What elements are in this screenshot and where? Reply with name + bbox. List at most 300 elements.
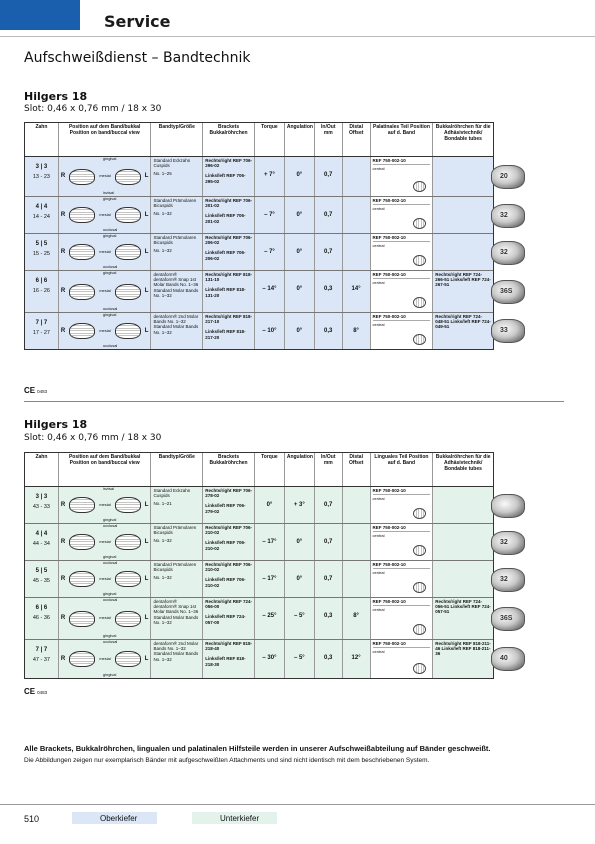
tooth-fdi: 47 - 37 [32, 656, 50, 663]
bukkal-cell [433, 271, 513, 312]
right-marker: R [60, 501, 66, 508]
band-cell [151, 157, 203, 196]
attachment-position: central [372, 322, 385, 328]
distal-offset-value-cell [343, 524, 371, 560]
torque-value: – 7° [264, 212, 275, 218]
position-bottom-label: gingival [102, 517, 117, 523]
position-top-label: inzisal [102, 486, 114, 491]
tooth-outline-icon [115, 207, 141, 223]
position-wrap [61, 272, 149, 311]
attachment-cell [371, 524, 434, 560]
right-marker: R [60, 211, 66, 218]
band-photo-number: 32 [499, 248, 508, 256]
tooth-number: 5 | 5 [35, 241, 48, 247]
position-diagram [59, 271, 152, 312]
distal-offset-value-cell [343, 640, 371, 678]
inout-value: 0,3 [324, 613, 333, 619]
distal-offset-value-cell [343, 561, 371, 597]
tooth-outline-icon [69, 207, 95, 223]
position-top-label: occlusal [102, 560, 118, 565]
bukkal-ref: Rechts/right REF 818-211-46 Links/left REF 818-211-36 [435, 641, 491, 657]
torque-value-cell [255, 598, 285, 639]
attachment-ref: REF 750-002-10 [373, 488, 431, 495]
header-inout: In/Out mm [315, 123, 343, 156]
attachment-ref: REF 750-002-10 [373, 235, 431, 242]
torque-value-cell [255, 561, 285, 597]
attachment-position: central [372, 570, 385, 576]
bukkal-cell [433, 157, 508, 196]
inout-value: 0,7 [324, 212, 333, 218]
distal-offset-value: 14° [351, 286, 361, 292]
header-zahn: Zahn [25, 123, 59, 156]
torque-value: – 7° [264, 249, 275, 255]
attachment-shape-icon [413, 663, 426, 674]
angulation-value: 0° [296, 172, 303, 178]
inout-value: 0,7 [324, 249, 333, 255]
tooth-cell [25, 157, 59, 196]
footer-note: Die Abbildungen zeigen nur exemplarisch Bänder mit aufgeschweißten Attachments und sind nicht identisch mit dem beschriebenen System. [24, 757, 430, 764]
position-diagram [59, 234, 152, 270]
band-type: Standard Prämolaren Bicuspids [153, 235, 197, 246]
table-row [25, 270, 513, 313]
position-bottom-label: occlusal [102, 343, 118, 349]
bracket-ref-left: Links/left REF 706-206-02 [205, 250, 246, 261]
tooth-outline-icon [115, 323, 141, 339]
tooth-fdi: 16 - 26 [32, 287, 50, 294]
band-photo-number: 33 [499, 327, 508, 334]
angulation-value: 0° [296, 576, 303, 582]
band-photo-number: 20 [499, 173, 508, 180]
header-distal: Distal Offset [343, 453, 371, 486]
distal-offset-value-cell [343, 598, 371, 639]
right-marker: R [60, 575, 66, 582]
band-cell [151, 524, 203, 560]
tooth-outline-icon [69, 244, 95, 260]
bracket-ref-cell [203, 524, 255, 560]
band-photo-number: 36S [499, 288, 513, 295]
torque-value-cell [255, 234, 285, 270]
tooth-cell [25, 313, 59, 349]
torque-value-cell [255, 271, 285, 312]
bracket-ref-left: Links/left REF 724-057-00 [205, 614, 246, 625]
torque-value: – 17° [262, 576, 277, 582]
attachment-ref: REF 750-002-10 [373, 314, 431, 321]
tooth-cell [25, 271, 59, 312]
left-marker: L [144, 173, 149, 180]
torque-value-cell [255, 313, 285, 349]
position-top-label: gingival [102, 196, 117, 201]
tooth-cell [25, 524, 59, 560]
bukkal-cell [433, 524, 508, 560]
torque-value: – 17° [262, 539, 277, 545]
attachment-position: central [372, 533, 385, 539]
mesial-label: mesial [99, 655, 111, 661]
position-top-label: gingival [102, 270, 117, 275]
band-photo [491, 494, 525, 518]
header-divider [0, 36, 595, 37]
product-table-lower [24, 452, 513, 679]
attachment-position: central [372, 243, 385, 249]
tooth-outline-icon [69, 169, 95, 185]
inout-value-cell [315, 487, 343, 523]
position-bottom-label: gingival [102, 672, 117, 678]
right-marker: R [60, 538, 66, 545]
header-position: Position auf dem Band/bukkal Position on band/buccal view [59, 453, 152, 486]
tooth-cell [25, 640, 59, 678]
attachment-ref: REF 750-002-10 [373, 272, 431, 279]
tooth-number: 3 | 3 [35, 494, 48, 500]
torque-value: 0° [266, 502, 273, 508]
attachment-ref: REF 750-002-10 [373, 198, 431, 205]
inout-value-cell [315, 197, 343, 233]
band-type: Standard Prämolaren Bicuspids [153, 198, 197, 209]
position-diagram [59, 197, 152, 233]
band-size: No. 1–32 [153, 538, 172, 544]
torque-value: – 30° [262, 655, 277, 661]
tooth-outline-icon [115, 651, 141, 667]
table-row [25, 597, 513, 640]
bukkal-cell [433, 561, 508, 597]
mesial-label: mesial [99, 327, 111, 333]
attachment-shape-icon [413, 582, 426, 593]
angulation-value: 0° [296, 539, 303, 545]
bracket-ref-right: Rechts/right REF 706-210-02 [205, 525, 252, 536]
bracket-ref-cell [203, 598, 255, 639]
bracket-ref-left: Links/left REF 818-218-30 [205, 656, 246, 667]
product-table-upper [24, 122, 513, 350]
page-section-title: Service [104, 12, 171, 31]
bracket-ref-right: Rechts/right REF 706-201-02 [205, 198, 252, 209]
mesial-label: mesial [99, 538, 111, 544]
attachment-shape-icon [413, 255, 426, 266]
mesial-label: mesial [99, 501, 111, 507]
band-type: Standard Prämolaren Bicuspids [153, 525, 197, 536]
bracket-ref-cell [203, 640, 255, 678]
tooth-outline-icon [69, 651, 95, 667]
angulation-value: + 3° [293, 502, 305, 508]
inout-value: 0,3 [324, 655, 333, 661]
header-distal: Distal Offset [343, 123, 371, 156]
tooth-number: 7 | 7 [35, 647, 48, 653]
inout-value: 0,3 [324, 328, 333, 334]
bukkal-cell [433, 234, 508, 270]
bukkal-cell [433, 598, 513, 639]
position-diagram [59, 598, 152, 639]
band-cell [151, 271, 203, 312]
attachment-position: central [372, 649, 385, 655]
torque-value: – 10° [262, 328, 277, 334]
tooth-number: 6 | 6 [35, 278, 48, 284]
left-marker: L [144, 288, 149, 295]
bukkal-cell [433, 640, 508, 678]
band-photo [491, 280, 525, 304]
attachment-position: central [372, 206, 385, 212]
angulation-value-cell [285, 598, 315, 639]
tooth-cell [25, 487, 59, 523]
bukkal-cell [433, 313, 508, 349]
attachment-shape-icon [413, 218, 426, 229]
left-marker: L [144, 538, 149, 545]
torque-value-cell [255, 157, 285, 196]
angulation-value-cell [285, 197, 315, 233]
tooth-outline-icon [115, 497, 141, 513]
tooth-outline-icon [115, 169, 141, 185]
mesial-label: mesial [99, 211, 111, 217]
bukkal-ref: Rechts/right REF 724-056-51 Links/left REF 724-057-51 [435, 599, 491, 615]
page-number: 510 [24, 814, 40, 824]
left-marker: L [144, 211, 149, 218]
band-cell [151, 197, 203, 233]
right-marker: R [60, 173, 66, 180]
tooth-fdi: 46 - 36 [32, 614, 50, 621]
distal-offset-value-cell [343, 234, 371, 270]
attachment-shape-icon [413, 334, 426, 345]
band-size: No. 1–32 [153, 248, 172, 254]
torque-value-cell [255, 640, 285, 678]
angulation-value-cell [285, 561, 315, 597]
header-brackets: Brackets Bukkalröhrchen [203, 123, 255, 156]
inout-value-cell [315, 524, 343, 560]
band-size: No. 1–32 [153, 211, 172, 217]
right-marker: R [60, 288, 66, 295]
attachment-position: central [372, 166, 385, 172]
position-top-label: occlusal [102, 597, 118, 602]
bracket-ref-cell [203, 157, 255, 196]
footer-statement: Alle Brackets, Bukkalröhrchen, lingualen und palatinalen Hilfsteile werden in unserer Aufschweißabteilung auf Bänder geschweißt. [24, 744, 491, 753]
position-wrap [61, 599, 149, 638]
table-row [25, 560, 508, 598]
angulation-value: 0° [296, 249, 303, 255]
bracket-ref-cell [203, 561, 255, 597]
bracket-ref-right: Rechts/right REF 706-210-02 [205, 562, 252, 573]
angulation-value-cell [285, 234, 315, 270]
angulation-value-cell [285, 313, 315, 349]
bukkal-ref: Rechts/right REF 724-048-51 Links/left REF 724-049-51 [435, 314, 491, 330]
position-top-label: gingival [102, 233, 117, 238]
header-torque: Torque [255, 453, 285, 486]
table-row [25, 639, 508, 678]
angulation-value-cell [285, 271, 315, 312]
attachment-ref: REF 750-002-10 [373, 158, 431, 165]
attachment-ref: REF 750-002-10 [373, 562, 431, 569]
tooth-outline-icon [115, 284, 141, 300]
ce-mark: CE 0483 [24, 687, 48, 696]
bracket-ref-right: Rechts/right REF 818-217-10 [205, 314, 252, 325]
torque-value-cell [255, 487, 285, 523]
band-photo [491, 165, 525, 189]
attachment-shape-icon [413, 508, 426, 519]
inout-value-cell [315, 234, 343, 270]
band-photo-number: 36S [499, 615, 513, 622]
position-top-label: gingival [102, 156, 117, 161]
tooth-cell [25, 561, 59, 597]
header-angulation: Angulation [285, 123, 315, 156]
band-photo [491, 568, 525, 592]
ce-mark: CE 0483 [24, 386, 48, 395]
bracket-ref-right: Rechts/right REF 706-206-02 [205, 235, 252, 246]
mesial-label: mesial [99, 248, 111, 254]
band-cell [151, 234, 203, 270]
torque-value-cell [255, 197, 285, 233]
tooth-fdi: 44 - 34 [32, 540, 50, 547]
band-type: Standard Prämolaren Bicuspids [153, 562, 197, 573]
tooth-outline-icon [69, 534, 95, 550]
attachment-shape-icon [413, 181, 426, 192]
header-brackets: Brackets Bukkalröhrchen [203, 453, 255, 486]
angulation-value: – 5° [293, 613, 305, 619]
footer-divider [0, 804, 595, 805]
attachment-ref: REF 750-002-10 [373, 641, 431, 648]
position-bottom-label: occlusal [102, 227, 118, 233]
right-marker: R [60, 248, 66, 255]
inout-value-cell [315, 271, 343, 312]
mesial-label: mesial [99, 615, 111, 621]
bracket-ref-right: Rechts/right REF 724-056-00 [205, 599, 252, 610]
position-bottom-label: occlusal [102, 264, 118, 270]
table-row [25, 487, 493, 524]
tooth-outline-icon [69, 323, 95, 339]
header-bukkal: Bukkalröhrchen für die Adhäsivtechnik/ Bondable tubes [435, 454, 491, 472]
distal-offset-value-cell [343, 197, 371, 233]
band-type: dentaform® 2nd Molar Bands No. 1–32 Standard Molar Bands No. 1–32 [153, 314, 199, 335]
inout-value: 0,7 [324, 172, 333, 178]
inout-value: 0,3 [324, 286, 333, 292]
tooth-number: 4 | 4 [35, 531, 48, 537]
attachment-cell [371, 197, 434, 233]
band-photo-number: 32 [499, 538, 508, 546]
mesial-label: mesial [99, 173, 111, 179]
band-photo [491, 319, 525, 343]
right-marker: R [60, 615, 66, 622]
header-band: Bandtyp/Größe [151, 453, 203, 486]
band-photo [491, 241, 525, 265]
attachment-ref: REF 750-002-10 [373, 599, 431, 606]
torque-value: + 7° [263, 172, 275, 178]
torque-value: – 14° [262, 286, 277, 292]
band-type: dentaform® 2nd Molar Bands No. 1–32 Standard Molar Bands No. 1–32 [153, 641, 199, 662]
tooth-fdi: 14 - 24 [32, 213, 50, 220]
left-marker: L [144, 327, 149, 334]
distal-offset-value-cell [343, 487, 371, 523]
position-diagram [59, 561, 152, 597]
table-row [25, 312, 508, 349]
position-bottom-label: occlusal [102, 306, 118, 312]
bracket-ref-cell [203, 234, 255, 270]
attachment-shape-icon [413, 624, 426, 635]
tooth-outline-icon [115, 534, 141, 550]
bracket-ref-right: Rechts/right REF 818-131-10 [205, 272, 252, 283]
header-position: Position auf dem Band/bukkal Position on band/buccal view [59, 123, 152, 156]
tooth-outline-icon [69, 284, 95, 300]
distal-offset-value: 12° [351, 655, 361, 661]
band-cell [151, 561, 203, 597]
inout-value: 0,7 [324, 539, 333, 545]
band-photo [491, 531, 525, 555]
section-title: Hilgers 18 [24, 90, 88, 103]
attachment-cell [371, 598, 434, 639]
attachment-cell [371, 271, 434, 312]
band-photo-number: 32 [499, 575, 508, 583]
tooth-fdi: 45 - 35 [32, 577, 50, 584]
tooth-outline-icon [69, 571, 95, 587]
band-photo [491, 204, 525, 228]
tooth-fdi: 13 - 23 [32, 173, 50, 180]
inout-value: 0,7 [324, 502, 333, 508]
distal-offset-value-cell [343, 271, 371, 312]
band-cell [151, 598, 203, 639]
tooth-cell [25, 234, 59, 270]
mesial-label: mesial [99, 575, 111, 581]
table-row [25, 196, 508, 234]
angulation-value: – 5° [293, 655, 305, 661]
bracket-ref-left: Links/left REF 706-210-02 [205, 540, 246, 551]
distal-offset-value-cell [343, 313, 371, 349]
mesial-label: mesial [99, 288, 111, 294]
position-bottom-label: gingival [102, 633, 117, 639]
header-torque: Torque [255, 123, 285, 156]
band-photo [491, 607, 525, 631]
tooth-number: 7 | 7 [35, 320, 48, 326]
band-type: dentaform® dentaform® Snap 1st Molar Bands No. 1–36 Standard Molar Bands No. 1–32 [153, 272, 199, 298]
torque-value: – 25° [262, 613, 277, 619]
left-marker: L [144, 501, 149, 508]
bracket-ref-left: Links/left REF 818-217-20 [205, 329, 246, 340]
tooth-fdi: 43 - 33 [32, 503, 50, 510]
tooth-cell [25, 197, 59, 233]
bracket-ref-left: Links/left REF 706-201-02 [205, 213, 246, 224]
angulation-value-cell [285, 640, 315, 678]
left-marker: L [144, 615, 149, 622]
bracket-ref-right: Rechts/right REF 706-296-02 [205, 158, 252, 169]
distal-offset-value-cell [343, 157, 371, 196]
tooth-number: 6 | 6 [35, 605, 48, 611]
bukkal-ref: Rechts/right REF 724-266-51 Links/left REF 724-267-51 [435, 272, 491, 288]
attachment-cell [371, 561, 434, 597]
inout-value-cell [315, 157, 343, 196]
bracket-ref-cell [203, 313, 255, 349]
brand-tab [0, 0, 80, 30]
tooth-outline-icon [69, 611, 95, 627]
tooth-fdi: 15 - 25 [32, 250, 50, 257]
header-band: Bandtyp/Größe [151, 123, 203, 156]
position-bottom-label: inzisal [102, 190, 114, 196]
band-photo-number: 32 [499, 211, 508, 219]
bracket-ref-cell [203, 271, 255, 312]
attachment-position: central [372, 607, 385, 613]
right-marker: R [60, 655, 66, 662]
position-top-label: occlusal [102, 523, 118, 528]
section-title: Hilgers 18 [24, 418, 88, 431]
bracket-ref-left: Links/left REF 706-295-02 [205, 173, 246, 184]
left-marker: L [144, 575, 149, 582]
table-header [25, 453, 493, 487]
attachment-cell [371, 157, 434, 196]
header-bukkal: Bukkalröhrchen für die Adhäsivtechnik/ Bondable tubes [435, 124, 491, 142]
position-diagram [59, 157, 152, 196]
angulation-value: 0° [296, 328, 303, 334]
attachment-shape-icon [413, 545, 426, 556]
inout-value-cell [315, 561, 343, 597]
angulation-value-cell [285, 524, 315, 560]
tooth-number: 3 | 3 [35, 164, 48, 170]
position-top-label: occlusal [102, 639, 118, 644]
inout-value: 0,7 [324, 576, 333, 582]
header-angulation: Angulation [285, 453, 315, 486]
attachment-cell [371, 313, 434, 349]
right-marker: R [60, 327, 66, 334]
tooth-outline-icon [115, 611, 141, 627]
bukkal-cell [433, 487, 493, 523]
